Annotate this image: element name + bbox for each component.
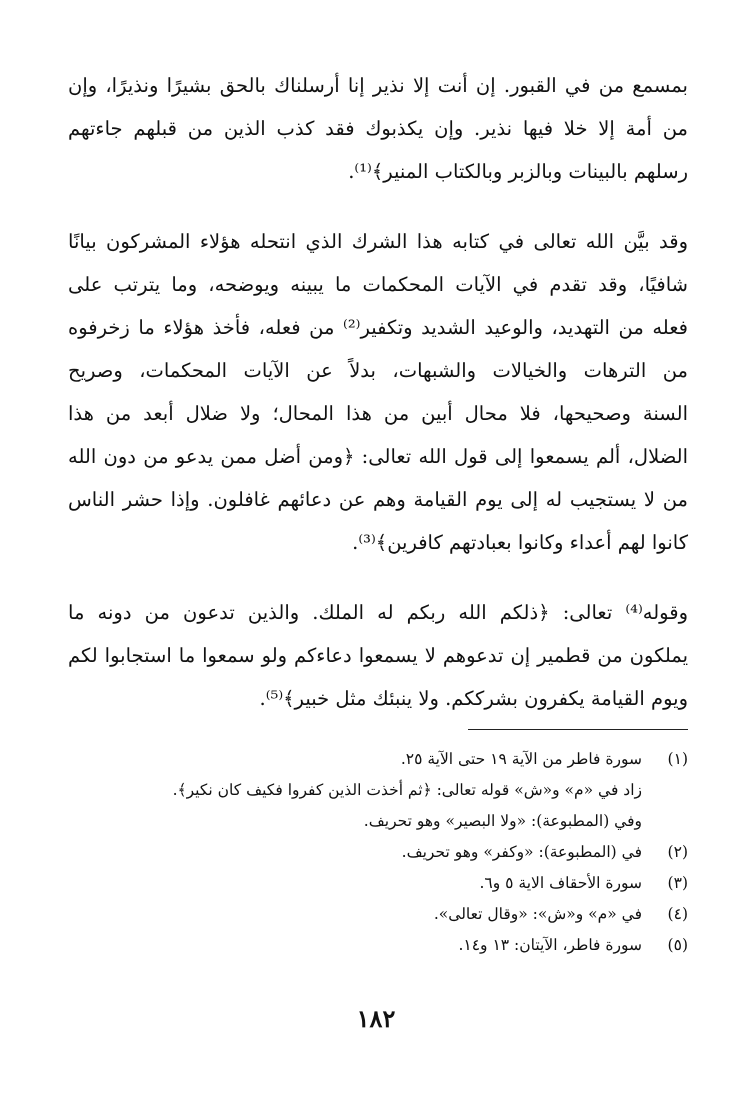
footnote-number <box>642 775 688 806</box>
text-line: رسلهم بالبينات وبالزبر وبالكتاب المنير﴾⁽¹⁾. <box>348 160 688 183</box>
footnote-text: سورة فاطر، الآيتان: ١٣ و١٤. <box>458 936 642 954</box>
text-line: السنة وصحيحها، فلا محال أبين من هذا المحال؛ ولا ضلال أبعد من هذا <box>68 402 688 425</box>
main-text <box>68 64 688 747</box>
text-line: وقد بيَّن الله تعالى في كتابه هذا الشرك الذي انتحله هؤلاء المشركون بيانًا <box>68 230 688 253</box>
paragraph-3 <box>68 591 688 720</box>
footnote-item <box>68 930 688 961</box>
footnote-item <box>68 837 688 868</box>
footnote-divider <box>468 729 688 730</box>
footnote-text: وفي (المطبوعة): «ولا البصير» وهو تحريف. <box>363 812 642 830</box>
footnote-item <box>68 744 688 775</box>
text-line: شافيًا، وقد تقدم في الآيات المحكمات ما يبينه ويوضحه، وما يترتب على <box>68 273 688 296</box>
text-line: بمسمع من في القبور. إن أنت إلا نذير إنا أرسلناك بالحق بشيرًا ونذيرًا، وإن <box>68 74 688 97</box>
text-line: الضلال، ألم يسمعوا إلى قول الله تعالى: ﴿ومن أضل ممن يدعو من دون الله <box>68 445 688 468</box>
footnote-number: (٣) <box>667 874 688 892</box>
text-line: من أمة إلا خلا فيها نذير. وإن يكذبوك فقد كذب الذين من قبلهم جاءتهم <box>68 117 688 140</box>
text-line: كانوا لهم أعداء وكانوا بعبادتهم كافرين﴾⁽³⁾. <box>352 531 688 554</box>
footnotes <box>68 744 688 961</box>
footnote-number: (٥) <box>667 936 688 954</box>
page-number: ١٨٢ <box>356 1004 396 1033</box>
footnote-item <box>68 775 688 806</box>
footnote-text: في «م» و«ش»: «وقال تعالى». <box>433 905 642 923</box>
text-line: يملكون من قطمير إن تدعوهم لا يسمعوا دعاءكم ولو سمعوا ما استجابوا لكم <box>68 644 688 667</box>
text-line: من الترهات والخيالات والشبهات، بدلاً عن الآيات المحكمات، وصريح <box>68 359 688 382</box>
footnote-item <box>68 868 688 899</box>
text-line: من لا يستجيب له إلى يوم القيامة وهم عن دعائهم غافلون. وإذا حشر الناس <box>68 488 688 511</box>
text-line: فعله من التهديد، والوعيد الشديد وتكفير⁽²⁾ من فعله، فأخذ هؤلاء ما زخرفوه <box>68 316 688 339</box>
text-line: ويوم القيامة يكفرون بشرككم. ولا ينبئك مثل خبير﴾⁽⁵⁾. <box>259 687 688 710</box>
footnote-item <box>68 899 688 930</box>
footnote-number: (٤) <box>667 905 688 923</box>
footnote-number: (١) <box>667 750 688 768</box>
footnote-number <box>642 806 688 837</box>
footnote-text: سورة فاطر من الآية ١٩ حتى الآية ٢٥. <box>400 750 642 768</box>
footnote-text: في (المطبوعة): «وكفر» وهو تحريف. <box>401 843 642 861</box>
paragraph-2 <box>68 220 688 564</box>
footnote-number: (٢) <box>667 843 688 861</box>
paragraph-1 <box>68 64 688 193</box>
footnote-text: سورة الأحقاف الاية ٥ و٦. <box>479 874 642 892</box>
footnote-text: زاد في «م» و«ش» قوله تعالى: ﴿ثم أخذت الذين كفروا فكيف كان نكير﴾. <box>172 781 642 799</box>
footnote-item <box>68 806 688 837</box>
text-line: وقوله⁽⁴⁾ تعالى: ﴿ذلكم الله ربكم له الملك. والذين تدعون من دونه ما <box>68 601 688 624</box>
